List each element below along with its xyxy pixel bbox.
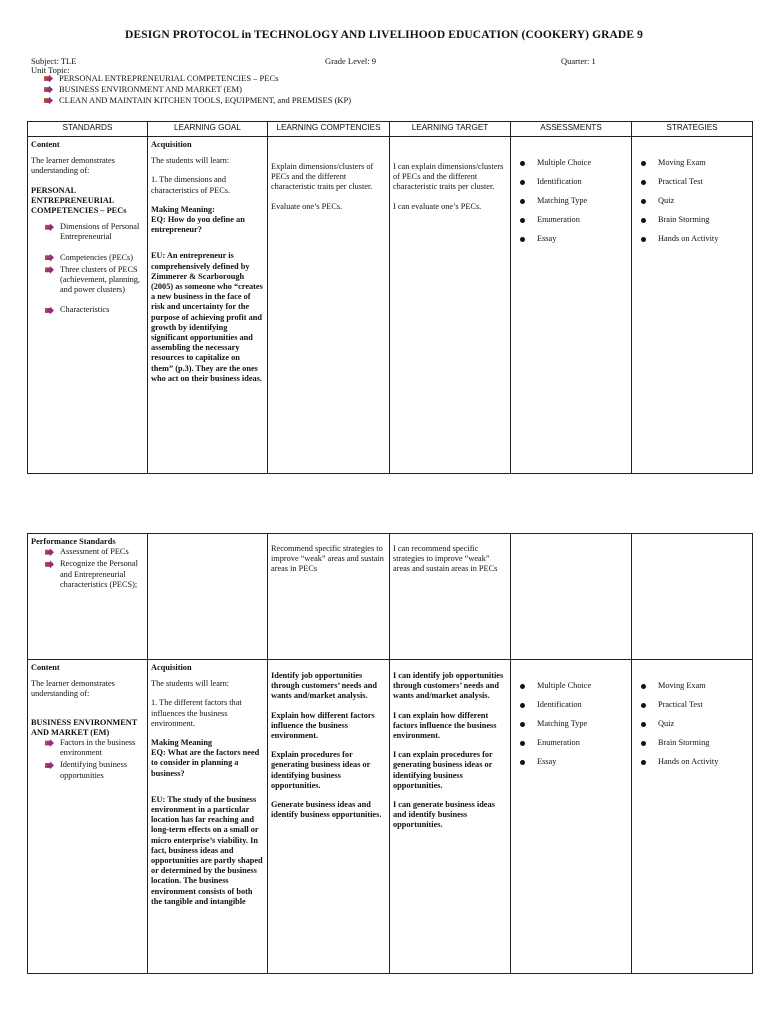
bullet-icon xyxy=(520,703,525,708)
list-item: Factors in the business environment xyxy=(45,738,144,758)
list-item: Multiple Choice xyxy=(520,154,628,173)
learner-demonstrates-text: The learner demonstrates understanding of: xyxy=(31,156,115,176)
bullet-icon xyxy=(641,722,646,727)
arrow-bullet-icon xyxy=(45,761,54,769)
acquisition-heading: Acquisition xyxy=(151,140,192,149)
competency-item: Identify job opportunities through customers’ needs and wants and/market analysis. xyxy=(271,671,377,701)
bullet-icon xyxy=(641,760,646,765)
competency-item: Explain how different factors influence the business environment. xyxy=(271,710,375,741)
list-item: Matching Type xyxy=(520,715,628,734)
list-item: Essay xyxy=(520,753,628,772)
learning-target-cell xyxy=(390,137,511,474)
target-item: I can recommend specific strategies to improve “weak” areas and sustain areas in PECs xyxy=(393,544,498,574)
bullet-icon xyxy=(520,199,525,204)
bullet-icon xyxy=(520,741,525,746)
list-item: Moving Exam xyxy=(641,154,749,173)
bullet-icon xyxy=(520,180,525,185)
list-item: Enumeration xyxy=(520,734,628,753)
performance-standards-heading: Performance Standards xyxy=(31,537,116,546)
learner-demonstrates-text: The learner demonstrates understanding of: xyxy=(31,679,115,699)
list-item: Assessment of PECs xyxy=(45,547,144,557)
performance-item-list xyxy=(45,547,144,590)
arrow-bullet-icon xyxy=(44,75,53,83)
content-topic: BUSINESS ENVIRONMENT AND MARKET (EM) xyxy=(31,717,138,737)
bullet-icon xyxy=(641,237,646,242)
goal-item: 1. The different factors that influences the business environment. xyxy=(151,698,242,728)
learning-target-cell xyxy=(390,534,511,660)
content-item-list xyxy=(45,222,144,315)
table-row xyxy=(28,534,753,660)
arrow-bullet-icon xyxy=(44,97,53,105)
content-heading: Content xyxy=(31,663,60,672)
unit-topic-item: BUSINESS ENVIRONMENT AND MARKET (EM) xyxy=(44,84,351,95)
content-heading: Content xyxy=(31,140,60,149)
list-item: Quiz xyxy=(641,192,749,211)
assessments-cell xyxy=(511,137,632,474)
column-header: ASSESSMENTS xyxy=(511,122,632,137)
learning-competencies-cell xyxy=(268,137,390,474)
strategy-list xyxy=(641,154,749,249)
column-header: LEARNING GOAL xyxy=(148,122,268,137)
bullet-icon xyxy=(520,722,525,727)
column-header: LEARNING TARGET xyxy=(390,122,511,137)
list-item: Identifying business opportunities xyxy=(45,760,144,780)
enduring-understanding: EU: An entrepreneur is comprehensively defined by Zimmerer & Scarborough (2005) as someone who “creates a new business in the face of risk and uncertainty for the purpose of achieving profit and growth by identifying significant opportunities and assembling the necessary resources to capitalize on them” (p.3). They are the ones who act on their business ideas. xyxy=(151,251,263,383)
arrow-bullet-icon xyxy=(44,86,53,94)
list-item: Brain Storming xyxy=(641,211,749,230)
grade-level-label: Grade Level: 9 xyxy=(325,56,376,66)
learning-competencies-cell xyxy=(268,534,390,660)
essential-question: EQ: How do you define an entrepreneur? xyxy=(151,215,245,235)
list-item: Multiple Choice xyxy=(520,677,628,696)
bullet-icon xyxy=(520,684,525,689)
list-item: Enumeration xyxy=(520,211,628,230)
acquisition-heading: Acquisition xyxy=(151,663,192,672)
learning-target-cell xyxy=(390,660,511,974)
bullet-icon xyxy=(641,684,646,689)
target-item: I can evaluate one’s PECs. xyxy=(393,201,482,211)
arrow-bullet-icon xyxy=(45,306,54,314)
list-item: Identification xyxy=(520,696,628,715)
list-item: Recognize the Personal and Entrepreneurial characteristics (PECS); xyxy=(45,559,144,590)
list-item: Dimensions of Personal Entrepreneurial xyxy=(45,222,144,242)
competency-item: Explain procedures for generating business ideas or identifying business opportunities. xyxy=(271,750,371,790)
competency-item: Explain dimensions/clusters of PECs and the different characteristic traits per cluster. xyxy=(271,162,374,192)
arrow-bullet-icon xyxy=(45,254,54,262)
making-meaning-heading: Making Meaning xyxy=(151,738,213,748)
list-item: Moving Exam xyxy=(641,677,749,696)
page-title: DESIGN PROTOCOL in TECHNOLOGY AND LIVELIHOOD EDUCATION (COOKERY) GRADE 9 xyxy=(125,29,643,41)
competency-item: Evaluate one’s PECs. xyxy=(271,201,343,211)
target-item: I can explain how different factors influence the business environment. xyxy=(393,710,497,741)
list-item: Practical Test xyxy=(641,173,749,192)
list-item: Identification xyxy=(520,173,628,192)
design-protocol-table-1 xyxy=(27,121,753,474)
arrow-bullet-icon xyxy=(45,560,54,568)
unit-topic-item: PERSONAL ENTREPRENEURIAL COMPETENCIES – PECs xyxy=(44,73,351,84)
list-item: Three clusters of PECS (achievement, planning, and power clusters) xyxy=(45,265,144,296)
standards-cell xyxy=(28,137,148,474)
bullet-icon xyxy=(641,180,646,185)
quarter-label: Quarter: 1 xyxy=(561,56,596,66)
assessment-list xyxy=(520,154,628,249)
competency-item: Recommend specific strategies to improve “weak” areas and sustain areas in PECs xyxy=(271,544,384,574)
list-item: Hands on Activity xyxy=(641,753,749,772)
list-item: Essay xyxy=(520,230,628,249)
column-header: STRATEGIES xyxy=(632,122,753,137)
target-item: I can generate business ideas and identify business opportunities. xyxy=(393,800,495,830)
learning-goal-cell xyxy=(148,137,268,474)
target-item: I can explain procedures for generating business ideas or identifying business opportunities. xyxy=(393,750,493,790)
strategies-cell xyxy=(632,660,753,974)
making-meaning-heading: Making Meaning: xyxy=(151,204,215,214)
subject-label: Subject: TLE xyxy=(31,56,77,66)
bullet-icon xyxy=(520,218,525,223)
table-row xyxy=(28,137,753,474)
bullet-icon xyxy=(520,161,525,166)
bullet-icon xyxy=(520,760,525,765)
bullet-icon xyxy=(641,161,646,166)
assessments-cell xyxy=(511,660,632,974)
arrow-bullet-icon xyxy=(45,223,54,231)
list-item: Practical Test xyxy=(641,696,749,715)
competency-item: Generate business ideas and identify business opportunities. xyxy=(271,800,382,820)
learning-competencies-cell xyxy=(268,660,390,974)
strategy-list xyxy=(641,677,749,772)
column-header: STANDARDS xyxy=(28,122,148,137)
content-topic: PERSONAL ENTREPRENEURIAL COMPETENCIES – PECs xyxy=(31,185,127,216)
learning-goal-cell xyxy=(148,660,268,974)
unit-topic-list xyxy=(44,73,351,106)
bullet-icon xyxy=(641,703,646,708)
strategies-cell xyxy=(632,534,753,660)
table-row xyxy=(28,660,753,974)
students-will-learn-text: The students will learn: xyxy=(151,679,230,689)
unit-topic-item: CLEAN AND MAINTAIN KITCHEN TOOLS, EQUIPMENT, and PREMISES (KP) xyxy=(44,95,351,106)
performance-standards-cell xyxy=(28,534,148,660)
design-protocol-table-2 xyxy=(27,533,753,974)
bullet-icon xyxy=(641,741,646,746)
bullet-icon xyxy=(641,218,646,223)
list-item: Matching Type xyxy=(520,192,628,211)
list-item: Hands on Activity xyxy=(641,230,749,249)
list-item: Characteristics xyxy=(45,305,144,315)
arrow-bullet-icon xyxy=(45,266,54,274)
assessment-list xyxy=(520,677,628,772)
target-item: I can identify job opportunities through customers’ needs and wants and/market analysis. xyxy=(393,671,504,701)
column-header: LEARNING COMPTENCIES xyxy=(268,122,390,137)
strategies-cell xyxy=(632,137,753,474)
enduring-understanding: EU: The study of the business environment in a particular location has far reaching and long-term effects on a small or micro enterprise’s viability. In fact, business ideas and opportunities are partly shaped or determined by the business location. The business environment consists of both the tangible and intangible xyxy=(151,794,263,906)
content-item-list xyxy=(45,738,144,781)
unit-topic-label: Unit Topic: xyxy=(31,65,70,75)
list-item: Brain Storming xyxy=(641,734,749,753)
arrow-bullet-icon xyxy=(45,548,54,556)
list-item: Competencies (PECs) xyxy=(45,253,144,263)
essential-question: EQ: What are the factors need to consider in planning a business? xyxy=(151,748,260,778)
bullet-icon xyxy=(520,237,525,242)
arrow-bullet-icon xyxy=(45,739,54,747)
target-item: I can explain dimensions/clusters of PECs and the different characteristic traits per cluster. xyxy=(393,162,504,192)
goal-item: 1. The dimensions and characteristics of PECs. xyxy=(151,175,231,195)
assessments-cell xyxy=(511,534,632,660)
standards-cell xyxy=(28,660,148,974)
students-will-learn-text: The students will learn: xyxy=(151,156,230,166)
bullet-icon xyxy=(641,199,646,204)
learning-goal-cell xyxy=(148,534,268,660)
list-item: Quiz xyxy=(641,715,749,734)
table-header-row xyxy=(28,122,753,137)
